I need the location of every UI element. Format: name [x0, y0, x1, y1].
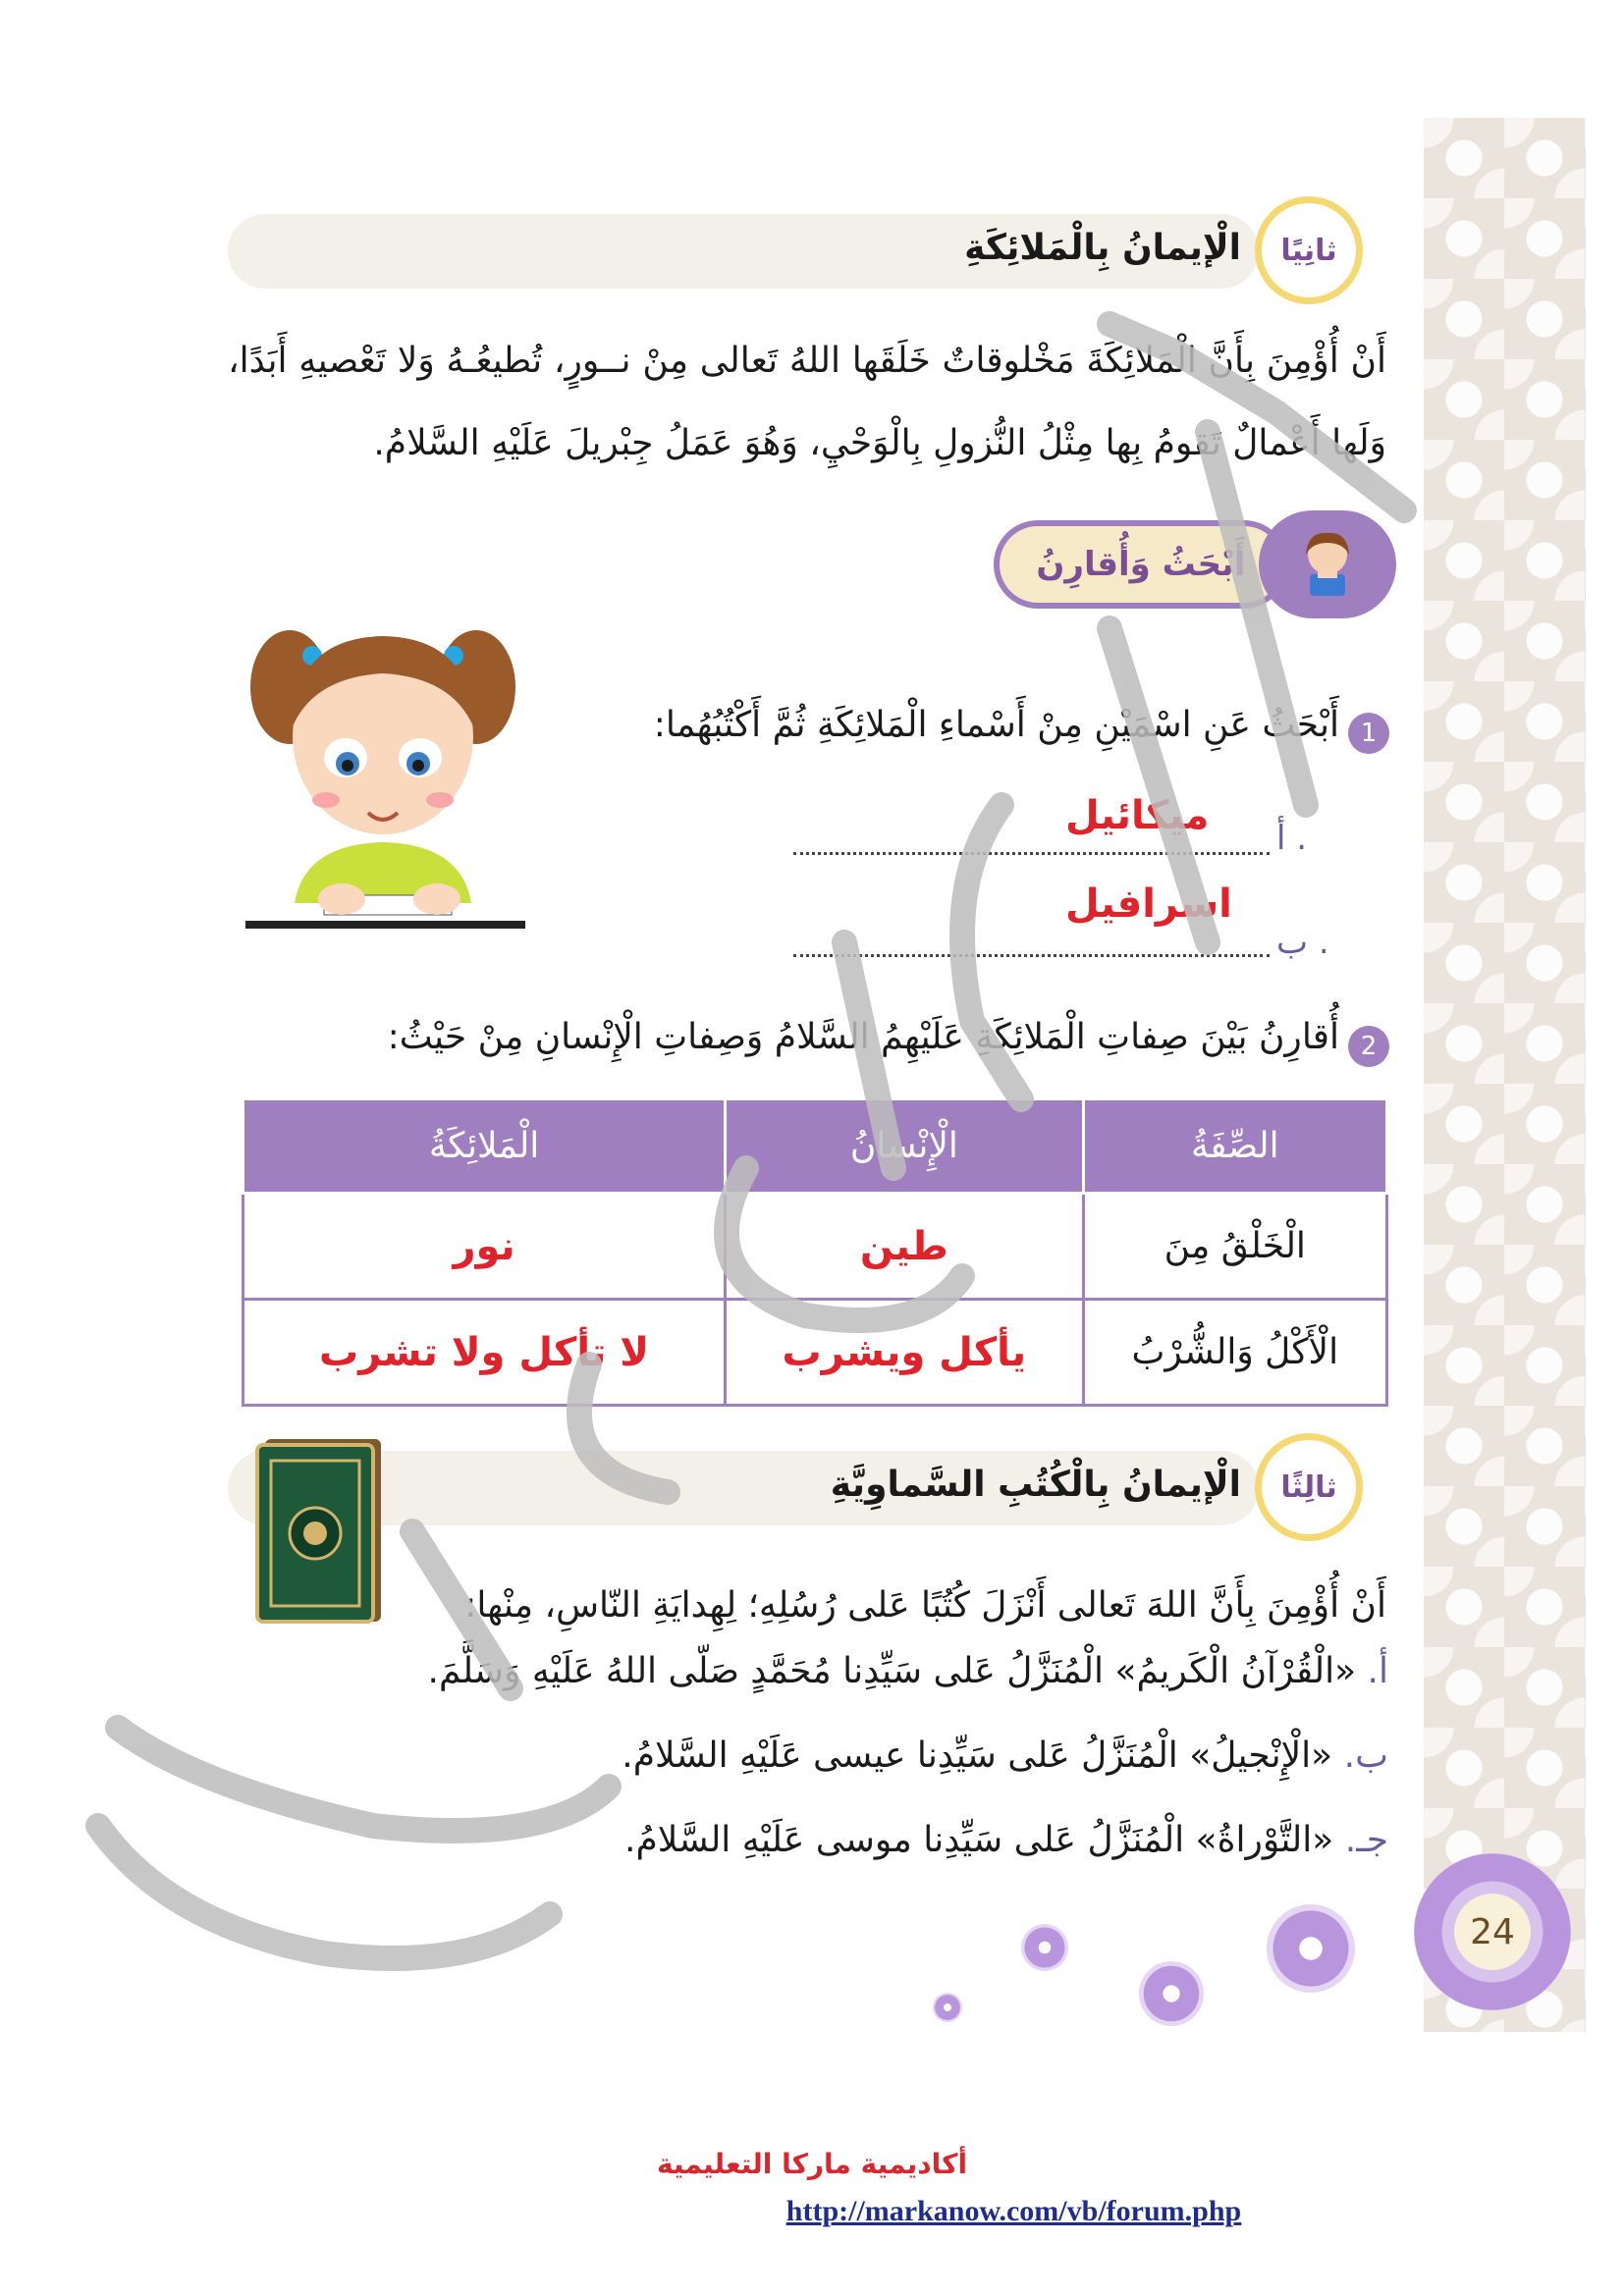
girl-writing-illustration — [236, 609, 530, 952]
answer-1-letter: أ . — [1276, 819, 1308, 858]
answer-2-line — [793, 954, 1270, 957]
answer-1-text: ميكائيل — [1065, 793, 1210, 838]
section-2-badge: ثانِيًا — [1255, 196, 1363, 304]
attribute-cell: الْخَلْقُ مِنَ — [1083, 1194, 1386, 1300]
reading-girl-icon — [1259, 510, 1396, 618]
answer-2-letter: ب . — [1276, 923, 1329, 962]
decorative-flower-icon — [1267, 1904, 1355, 1993]
book-item-text: «الْإِنْجيلُ» الْمُنَزَّلُ عَلى سَيِّدِنا عيسى عَلَيْهِ السَّلامُ. — [622, 1735, 1333, 1776]
question-1-text: أَبْحَثُ عَنِ اسْمَيْنِ مِنْ أَسْماءِ الْمَلائِكَةِ ثُمَّ أَكْتُبُهُما: — [653, 705, 1339, 745]
book-item-text: «التَّوْراةُ» الْمُنَزَّلُ عَلى سَيِّدِنا موسى عَلَيْهِ السَّلامُ. — [624, 1820, 1334, 1860]
page-number-badge — [1414, 1853, 1571, 2010]
footer-link[interactable] — [0, 2195, 1624, 2228]
book-item-torah — [624, 1820, 1388, 1860]
decorative-flower-icon — [1139, 1961, 1204, 2026]
header-attribute: الصِّفَةُ — [1083, 1099, 1386, 1194]
angels-answer-cell: لا تأكل ولا تشرب — [244, 1300, 726, 1406]
attribute-cell: الْأَكْلُ وَالشُّرْبُ — [1083, 1300, 1386, 1406]
answer-1-line — [793, 852, 1270, 855]
answer-2-text: اسرافيل — [1065, 881, 1232, 927]
angels-answer-cell: نور — [244, 1194, 726, 1300]
decorative-side-strip — [1424, 118, 1586, 2032]
book-item-quran — [428, 1651, 1388, 1691]
book-item-letter: جـ. — [1344, 1820, 1388, 1860]
header-angels: الْمَلائِكَةُ — [244, 1099, 726, 1194]
question-1-number: 1 — [1348, 713, 1389, 754]
question-2-number: 2 — [1348, 1026, 1389, 1067]
table-row — [244, 1300, 1387, 1406]
section-2-title: الْإيمانُ بِالْمَلائِكَةِ — [964, 228, 1241, 268]
footer-title: أكاديمية ماركا التعليمية — [656, 2148, 968, 2180]
decorative-flower-icon — [933, 1993, 962, 2022]
section-3-intro: أَنْ أُؤْمِنَ بِأَنَّ اللهَ تَعالى أَنْزَلَ كُتُبًا عَلى رُسُلِهِ؛ لِهِدايَةِ النّاسِ، مِنْها: — [464, 1585, 1386, 1626]
book-item-letter: ب. — [1343, 1735, 1388, 1776]
forum-link[interactable]: http://markanow.com/vb/forum.php — [785, 2195, 1242, 2227]
human-answer-cell: يأكل ويشرب — [726, 1300, 1083, 1406]
book-item-text: «الْقُرْآنُ الْكَريمُ» الْمُنَزَّلُ عَلى سَيِّدِنا مُحَمَّدٍ صَلّى اللهُ عَلَيْهِ وَسَلَّمَ. — [427, 1651, 1357, 1691]
table-row — [244, 1194, 1387, 1300]
research-compare-text: أَبْحَثُ وَأُقارِنُ — [994, 520, 1288, 609]
page-number: 24 — [1454, 1894, 1531, 1970]
section-3-badge: ثالِثًا — [1255, 1433, 1363, 1541]
comparison-table — [242, 1097, 1388, 1407]
book-item-letter: أ. — [1367, 1651, 1388, 1691]
section-2-paragraph: أَنْ أُؤْمِنَ بِأَنَّ الْمَلائِكَةَ مَخْلوقاتٌ خَلَقَها اللهُ تَعالى مِنْ نــورٍ، تُطيعُـهُ وَلا تَعْصيهِ أَبَدًا، وَلَها أَعْمالٌ تَقومُ بِها مِثْلُ النُّزولِ بِالْوَحْيِ، وَهُوَ عَمَلُ جِبْريلَ عَلَيْهِ السَّلامُ. — [228, 341, 1386, 463]
decorative-flower-icon — [1021, 1924, 1068, 1971]
section-3-title: الْإيمانُ بِالْكُتُبِ السَّماوِيَّةِ — [830, 1465, 1241, 1505]
header-human: الْإِنْسانُ — [726, 1099, 1083, 1194]
question-2-text: أُقارِنُ بَيْنَ صِفاتِ الْمَلائِكَةِ عَلَيْهِمُ السَّلامُ وَصِفاتِ الْإِنْسانِ مِنْ حَيْثُ: — [387, 1017, 1339, 1057]
table-header-row — [244, 1099, 1387, 1194]
human-answer-cell: طين — [726, 1194, 1083, 1300]
research-compare-label — [994, 510, 1386, 618]
book-item-injil — [622, 1735, 1388, 1776]
